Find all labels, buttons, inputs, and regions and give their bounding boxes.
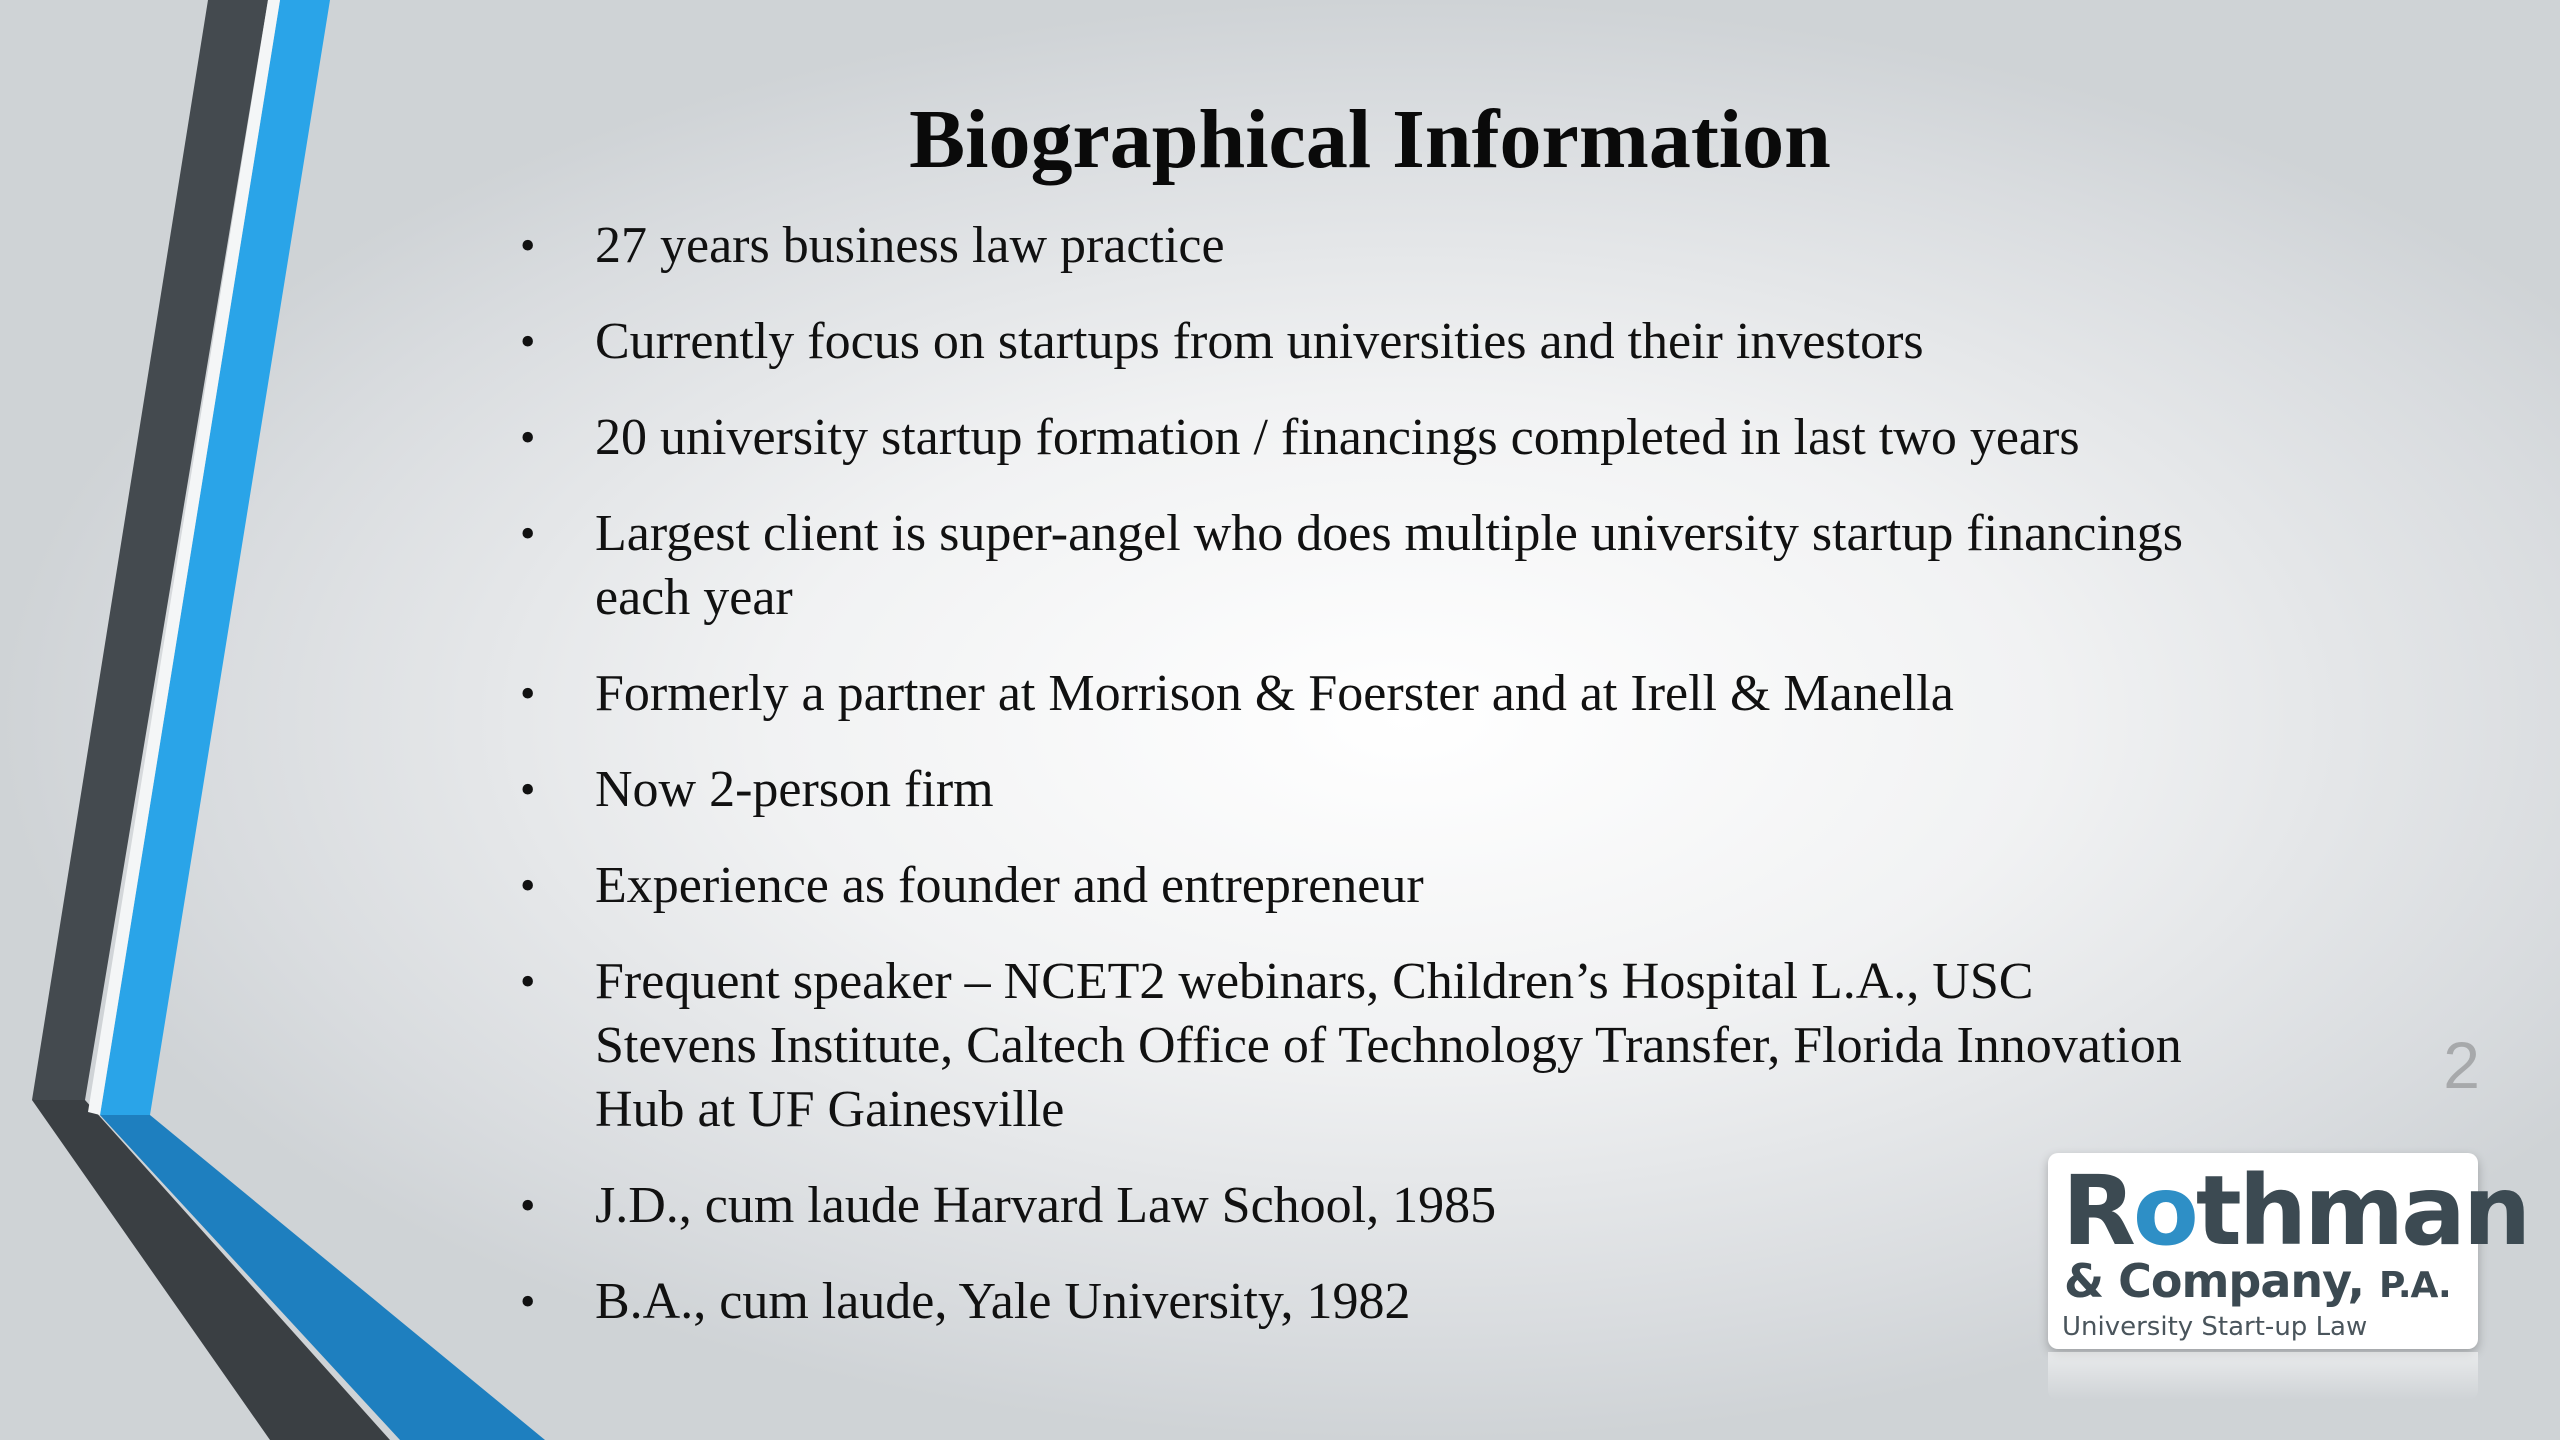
bullet-item bbox=[520, 1174, 2200, 1238]
slide-title: Biographical Information bbox=[909, 93, 1831, 186]
bullet-marker: • bbox=[520, 765, 536, 814]
company-logo bbox=[2048, 1153, 2529, 1349]
bullet-marker: • bbox=[520, 317, 536, 366]
bullet-marker: • bbox=[520, 221, 536, 270]
bullet-text: Frequent speaker – NCET2 webinars, Children’s Hospital L.A., USC Stevens Institute, Caltech Office of Technology Transfer, Florida Innovation Hub at UF Gainesville bbox=[595, 953, 2182, 1138]
bullet-text: Currently focus on startups from universities and their investors bbox=[595, 313, 1924, 370]
bullet-list bbox=[520, 214, 2200, 1366]
bullet-item bbox=[520, 758, 2200, 822]
logo-company bbox=[2064, 1253, 2451, 1314]
bullet-item bbox=[520, 662, 2200, 726]
page-number: 2 bbox=[2443, 1028, 2480, 1102]
bullet-text: Now 2-person firm bbox=[595, 761, 994, 818]
logo-tagline: University Start-up Law bbox=[2062, 1312, 2368, 1342]
bullet-marker: • bbox=[520, 509, 536, 558]
power-icon: o bbox=[2132, 1155, 2196, 1267]
bullet-text: B.A., cum laude, Yale University, 1982 bbox=[595, 1273, 1411, 1330]
bullet-text: Formerly a partner at Morrison & Foerster and at Irell & Manella bbox=[595, 665, 1954, 722]
bullet-item bbox=[520, 406, 2200, 470]
bullet-item bbox=[520, 1270, 2200, 1334]
bullet-marker: • bbox=[520, 1181, 536, 1230]
logo-name-prefix: R bbox=[2062, 1155, 2133, 1267]
bullet-marker: • bbox=[520, 669, 536, 718]
bullet-text: Experience as founder and entrepreneur bbox=[595, 857, 1424, 914]
logo-reflection bbox=[2048, 1352, 2478, 1400]
logo-company-suffix: P.A. bbox=[2379, 1265, 2451, 1306]
logo-name-suffix: thman bbox=[2195, 1155, 2529, 1267]
logo-name bbox=[2062, 1157, 2528, 1265]
bullet-item bbox=[520, 854, 2200, 918]
bullet-text: J.D., cum laude Harvard Law School, 1985 bbox=[595, 1177, 1497, 1234]
bullet-item bbox=[520, 214, 2200, 278]
bullet-marker: • bbox=[520, 1277, 536, 1326]
bullet-text: 20 university startup formation / financings completed in last two years bbox=[595, 409, 2080, 466]
bullet-text: Largest client is super-angel who does multiple university startup financings each year bbox=[595, 505, 2183, 626]
bullet-item bbox=[520, 502, 2200, 630]
bullet-text: 27 years business law practice bbox=[595, 217, 1225, 274]
bullet-marker: • bbox=[520, 957, 536, 1006]
bullet-item bbox=[520, 950, 2200, 1142]
bullet-item bbox=[520, 310, 2200, 374]
bullet-marker: • bbox=[520, 861, 536, 910]
logo-company-text: & Company, bbox=[2064, 1254, 2365, 1308]
bullet-marker: • bbox=[520, 413, 536, 462]
